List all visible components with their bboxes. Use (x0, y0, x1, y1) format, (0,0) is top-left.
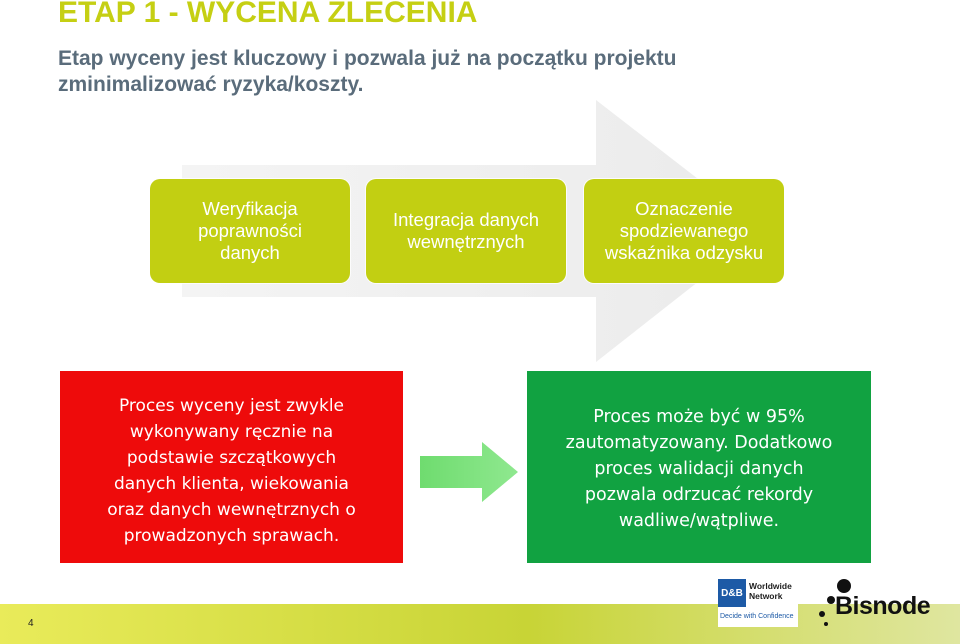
manual-line-5: oraz danych wewnętrznych o (107, 500, 356, 520)
dnb-line-2: Network (749, 591, 783, 601)
dnb-tagline: Decide with Confidence (720, 613, 794, 620)
step-1-line-1: Weryfikacja (202, 198, 298, 219)
step-1-line-3: danych (220, 242, 280, 263)
step-2-line-2: wewnętrznych (407, 231, 525, 252)
bisnode-logo (812, 578, 932, 630)
dnb-line-1: Worldwide (749, 581, 792, 591)
step-1-line-2: poprawności (198, 220, 302, 241)
auto-line-1: Proces może być w 95% (593, 407, 805, 427)
slide-subtitle: Etap wyceny jest kluczowy i pozwala już na początku projektu zminimalizować ryzyka/koszty. (58, 47, 677, 96)
auto-line-4: pozwala odrzucać rekordy (584, 485, 814, 505)
step-3-line-3: wskaźnika odzysku (604, 242, 764, 263)
dnb-mark: D&B (718, 579, 746, 607)
step-data-verification (150, 179, 350, 283)
step-data-integration (366, 179, 566, 283)
transition-arrow-icon (420, 442, 518, 502)
step-3-line-1: Oznaczenie (635, 198, 733, 219)
step-3-line-2: spodziewanego (619, 220, 749, 241)
manual-line-6: prowadzonych sprawach. (123, 526, 340, 546)
manual-line-2: wykonywany ręcznie na (129, 422, 334, 442)
dnb-network-label (749, 581, 792, 601)
step-recovery-indicator (584, 179, 784, 283)
slide-title: ETAP 1 - WYCENA ZLECENIA (58, 0, 478, 29)
manual-process-box (60, 371, 403, 563)
manual-line-4: danych klienta, wiekowania (114, 474, 349, 494)
dnb-logo (718, 579, 798, 627)
auto-line-2: zautomatyzowany. Dodatkowo (565, 433, 833, 453)
step-2-line-1: Integracja danych (392, 209, 540, 230)
page-number: 4 (28, 618, 34, 629)
manual-line-1: Proces wyceny jest zwykle (118, 396, 345, 416)
automated-process-box (527, 371, 871, 563)
manual-line-3: podstawie szczątkowych (126, 448, 337, 468)
auto-line-5: wadliwe/wątpliwe. (618, 511, 780, 531)
bisnode-wordmark: Bisnode (835, 592, 931, 620)
auto-line-3: proces walidacji danych (594, 459, 804, 479)
